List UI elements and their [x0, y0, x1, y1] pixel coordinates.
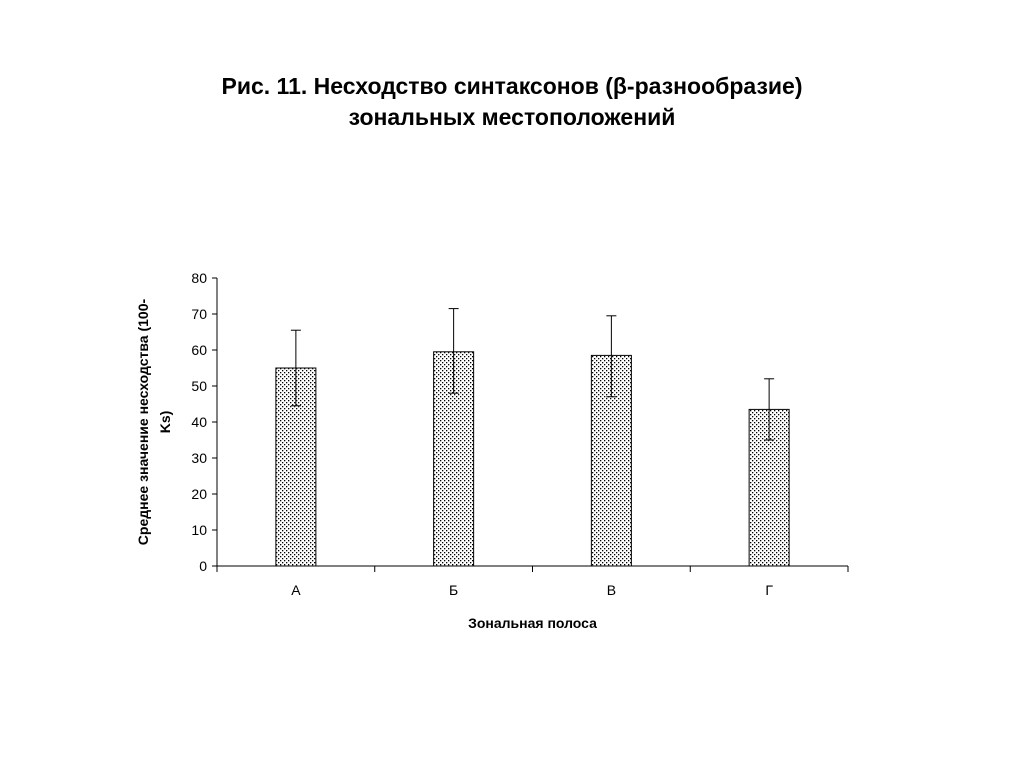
error-bars	[291, 309, 774, 440]
y-tick-label: 40	[191, 414, 207, 430]
y-tick-label: 60	[191, 342, 207, 358]
y-tick-label: 80	[191, 270, 207, 286]
y-tick-label: 30	[191, 450, 207, 466]
y-tick-label: 50	[191, 378, 207, 394]
y-axis	[191, 270, 217, 574]
y-axis-title-line1: Среднее значение несходства (100-	[135, 298, 151, 546]
chart-title-line2: зональных местоположений	[348, 104, 676, 130]
chart-title-line1: Рис. 11. Несходство синтаксонов (β-разнообразие)	[221, 73, 803, 99]
x-axis	[217, 566, 848, 598]
y-tick-label: 70	[191, 306, 207, 322]
x-tick-label: Б	[449, 582, 459, 598]
bars	[276, 352, 789, 566]
y-axis-title-line2: Ks)	[157, 410, 173, 434]
x-tick-label: А	[291, 582, 301, 598]
y-tick-label: 10	[191, 522, 207, 538]
x-tick-label: Г	[765, 582, 773, 598]
y-tick-label: 20	[191, 486, 207, 502]
x-tick-label: В	[606, 582, 617, 598]
y-tick-label: 0	[199, 558, 207, 574]
x-axis-title: Зональная полоса	[468, 615, 597, 631]
